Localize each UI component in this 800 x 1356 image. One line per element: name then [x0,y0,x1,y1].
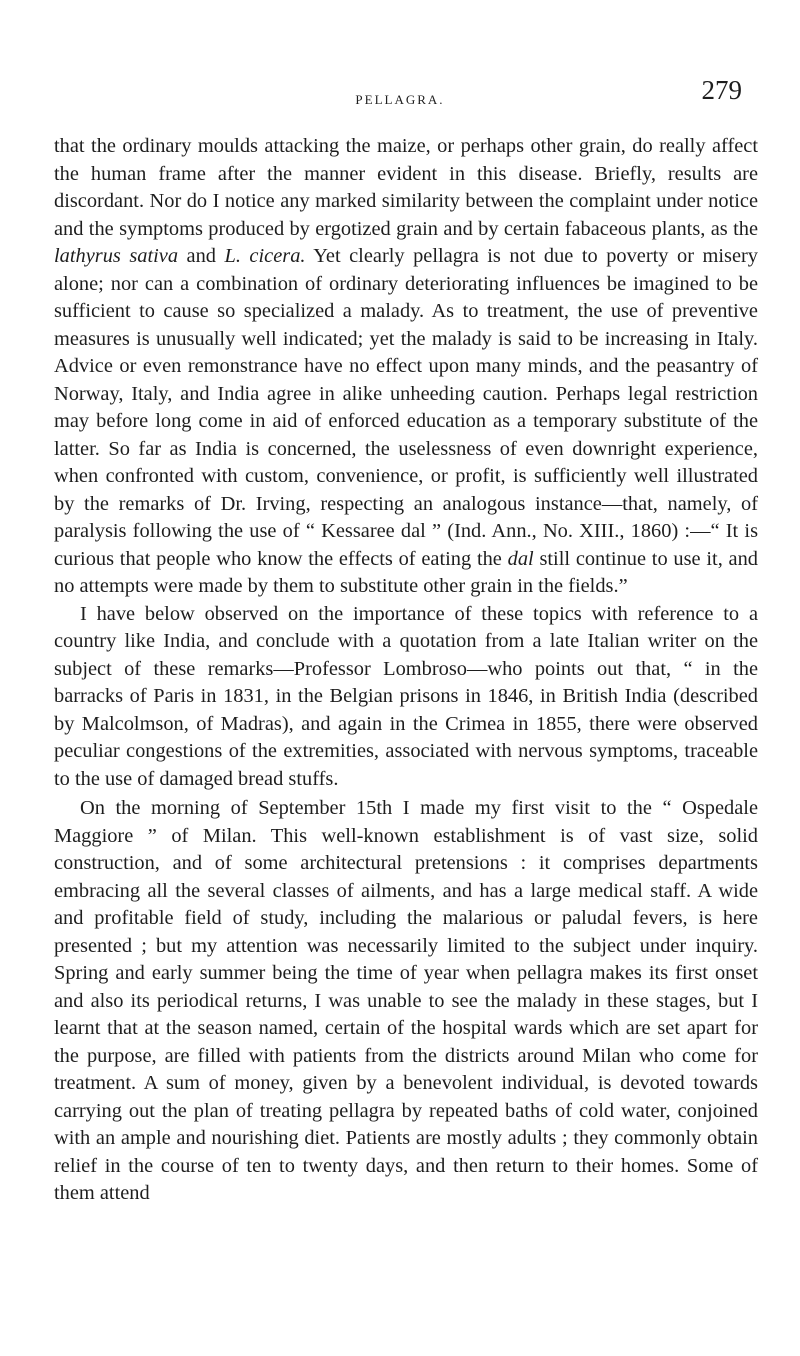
text-block-lower [54,795,758,1208]
paragraph-1-text-c: Yet clearly pellagra is not due to poverty or misery alone; nor can a combination of ordinary deteriorating influences be imagined to be sufficient to cause so specialized a malady. As to treatment, the use of preventive measures is unusually well indicated; yet the malady is said to be increasing in Italy. Advice or even remonstrance have no effect upon many minds, and the peasantry of Norway, Italy, and India agree in alike unheeding caution. Perhaps legal restriction may before long come in aid of enforced education as a temporary substitute of the latter. So far as India is concerned, the uselessness of even downright experience, when confronted with custom, convenience, or profit, is sufficiently well illustrated by the remarks of Dr. Irving, respecting an analogous instance—that, namely, of paralysis following the use of “ Kessaree dal ” (Ind. Ann., No. XIII., 1860) :—“ It is curious that people who know the effects of eating the [54,245,758,570]
paragraph-1-text-d: still continue to use it, and no attempts were made by them to substitute other grain in the fields.” [54,547,758,597]
paragraph-1 [54,133,758,601]
running-head: PELLAGRA. [355,92,445,107]
text-block-upper [54,133,758,793]
paragraph-1-text-a: that the ordinary moulds attacking the maize, or perhaps other grain, do really affect the human frame after the manner evident in this disease. Briefly, results are discordant. Nor do I notice any marked similarity between the complaint under notice and the symptoms produced by ergotized grain and by certain fabaceous plants, as the [54,135,758,240]
italic-term-cicera: L. cicera. [224,245,306,267]
paragraph-3: On the morning of September 15th I made my first visit to the “ Ospedale Maggiore ” of Milan. This well-known establishment is of vast size, solid construction, and of some architectural pretensions : it comprises departments embracing all the several classes of ailments, and has a large medical staff. A wide and profitable field of study, including the malarious or paludal fevers, is here presented ; but my attention was necessarily limited to the subject under inquiry. Spring and early summer being the time of year when pellagra makes its first onset and also its periodical returns, I was unable to see the malady in these stages, but I learnt that at the season named, certain of the hospital wards which are set apart for the purpose, are filled with patients from the districts around Milan who come for treatment. A sum of money, given by a benevolent individual, is devoted towards carrying out the plan of treating pellagra by repeated baths of cold water, conjoined with an ample and nourishing diet. Patients are mostly adults ; they commonly obtain relief in the course of ten to twenty days, and then return to their homes. Some of them attend [54,797,758,1204]
page-number: 279 [701,75,742,105]
italic-term-dal: dal [507,547,534,570]
italic-term-lathyrus: lathyrus sativa [54,245,179,267]
paragraph-2: I have below observed on the importance of these topics with reference to a country like India, and conclude with a quotation from a late Italian writer on the subject of these remarks—Professor Lombroso—who points out that, “ in the barracks of Paris in 1831, in the Belgian prisons in 1846, in British India (described by Malcolmson, of Madras), and again in the Crimea in 1855, there were observed peculiar congestions of the extremities, associated with nervous symptoms, traceable to the use of damaged bread stuffs. [54,602,758,790]
paragraph-1-text-b: and [178,245,225,267]
